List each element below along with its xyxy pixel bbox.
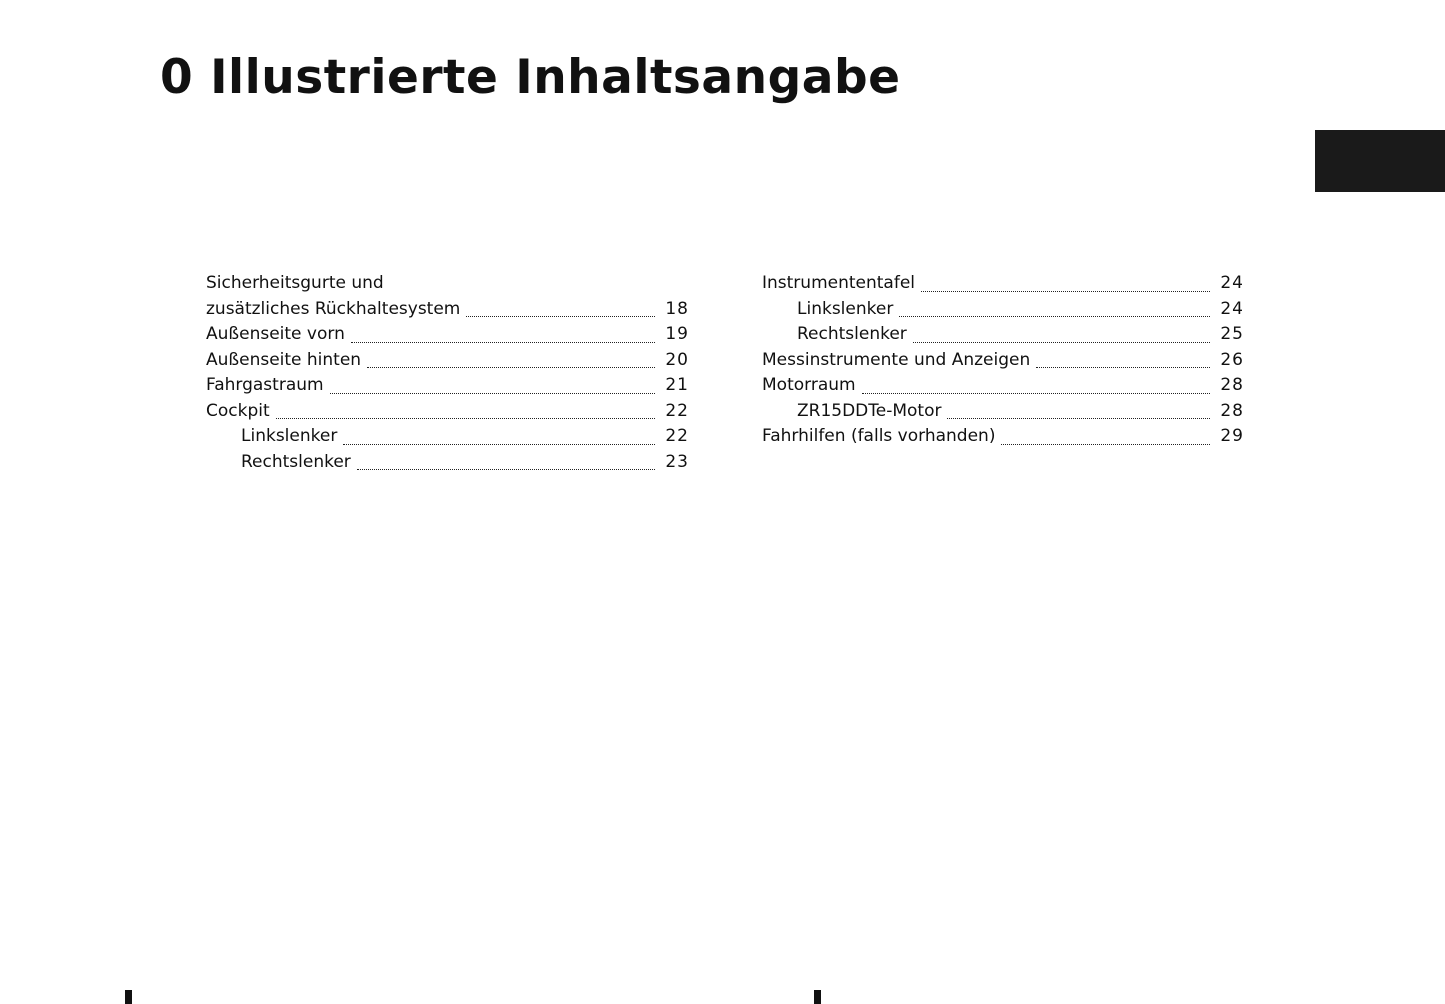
toc-entry-label: Fahrhilfen (falls vorhanden)	[762, 426, 996, 446]
toc-entry-page: 19	[665, 324, 689, 344]
toc-entry-label: Sicherheitsgurte und zusätzliches Rückhaltesystem	[206, 273, 461, 319]
toc-entry-label: Außenseite vorn	[206, 324, 345, 344]
toc-entry[interactable]	[762, 271, 1244, 297]
toc-entry-page: 21	[665, 375, 689, 395]
dot-leader	[357, 468, 655, 470]
dot-leader	[913, 341, 1210, 343]
toc-entry-label: Linkslenker	[797, 298, 894, 319]
toc-entry-page: 22	[665, 426, 689, 446]
toc-entry[interactable]	[762, 424, 1244, 450]
toc-entry-page: 26	[1220, 349, 1244, 370]
toc-entry-page: 29	[1220, 426, 1244, 446]
toc-entry-label: Außenseite hinten	[206, 349, 362, 370]
crop-mark-left	[125, 990, 132, 1004]
toc-entry[interactable]	[762, 348, 1244, 374]
toc-entry[interactable]	[206, 399, 689, 425]
dot-leader	[1036, 366, 1210, 368]
dot-leader	[947, 417, 1210, 419]
dot-leader	[276, 417, 655, 419]
crop-mark-center	[814, 990, 821, 1004]
toc-entry-label: Rechtslenker	[797, 324, 907, 344]
toc-entry[interactable]	[762, 373, 1244, 399]
chapter-tab	[1315, 130, 1445, 192]
dot-leader	[862, 392, 1210, 394]
toc-entry-label: Linkslenker	[241, 426, 338, 446]
toc-entry-label: Messinstrumente und Anzeigen	[762, 349, 1031, 370]
dot-leader	[921, 290, 1210, 292]
toc-entry-page: 24	[1220, 298, 1244, 319]
toc-entry-label: Cockpit	[206, 400, 270, 421]
toc-entry[interactable]	[206, 373, 689, 399]
dot-leader	[1001, 443, 1210, 445]
dot-leader	[466, 315, 655, 317]
toc-subentry[interactable]	[762, 297, 1244, 323]
dot-leader	[899, 315, 1210, 317]
toc-entry[interactable]	[206, 322, 689, 348]
toc-right-column	[762, 271, 1244, 450]
toc-left-column	[206, 271, 689, 475]
toc-entry-page: 23	[665, 451, 689, 472]
toc-entry-label: Instrumententafel	[762, 273, 916, 293]
dot-leader	[330, 392, 655, 394]
toc-entry-label: Motorraum	[762, 375, 856, 395]
toc-entry-page: 28	[1220, 375, 1244, 395]
toc-entry-label: Rechtslenker	[241, 451, 351, 472]
dot-leader	[351, 341, 655, 343]
toc-subentry[interactable]	[762, 399, 1244, 425]
toc-entry-page: 25	[1220, 324, 1244, 344]
toc-subentry[interactable]	[206, 450, 689, 476]
toc-entry-page: 22	[665, 400, 689, 421]
toc-entry-label: ZR15DDTe-Motor	[797, 400, 942, 421]
toc-entry[interactable]	[206, 348, 689, 374]
toc-entry-page: 28	[1220, 400, 1244, 421]
toc-entry-page: 24	[1220, 273, 1244, 293]
toc-subentry[interactable]	[762, 322, 1244, 348]
toc-entry[interactable]	[206, 271, 689, 322]
toc-entry-page: 18	[665, 298, 689, 319]
toc-entry-label: Fahrgastraum	[206, 375, 324, 395]
page-title: 0 Illustrierte Inhaltsangabe	[160, 50, 901, 105]
dot-leader	[343, 443, 655, 445]
toc-entry-page: 20	[665, 349, 689, 370]
toc-subentry[interactable]	[206, 424, 689, 450]
dot-leader	[367, 366, 655, 368]
